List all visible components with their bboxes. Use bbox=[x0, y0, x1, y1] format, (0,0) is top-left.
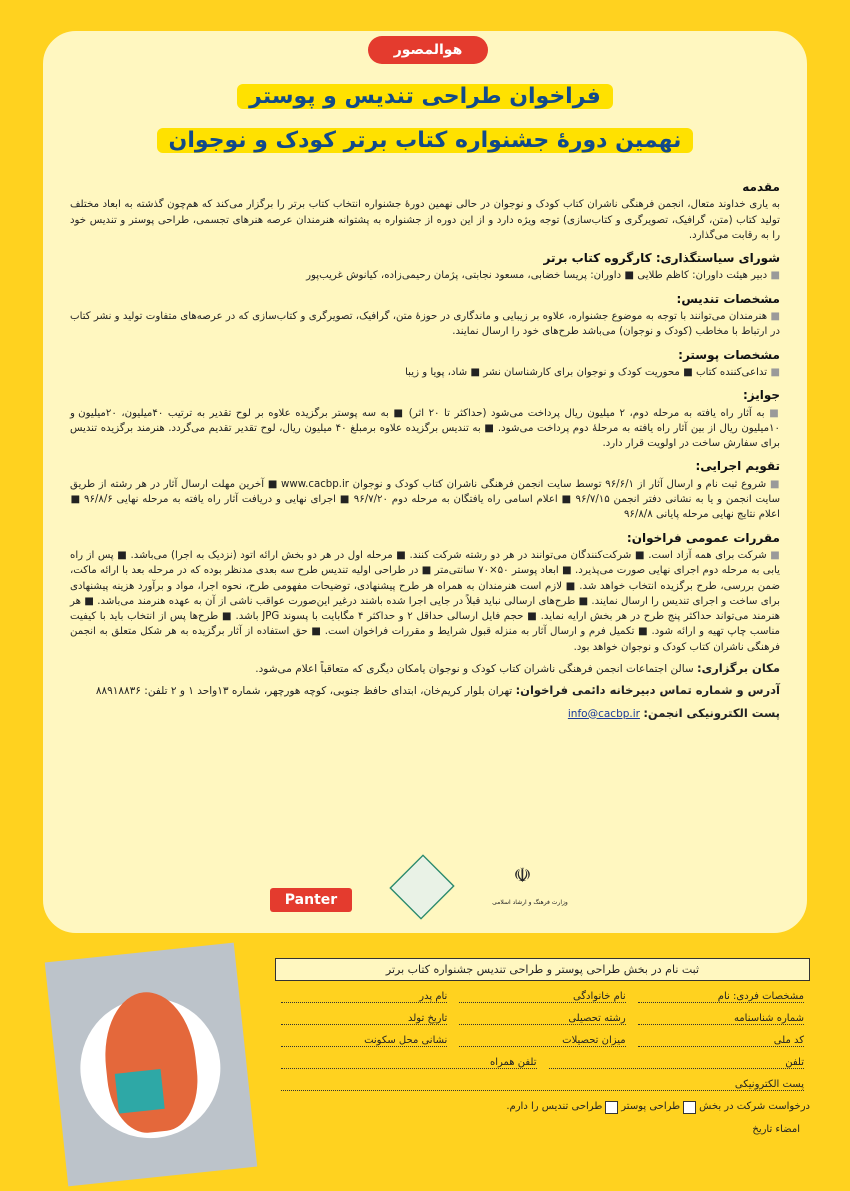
main-title-text: فراخوان طراحی تندیس و پوستر bbox=[237, 84, 613, 109]
poster-heading: مشخصات پوستر: bbox=[678, 347, 780, 362]
national-code-field[interactable]: کد ملی bbox=[638, 1035, 804, 1047]
registration-form bbox=[275, 958, 810, 1145]
email-line bbox=[70, 706, 780, 722]
intro-text: به یاری خداوند متعال، انجمن فرهنگی ناشران کتاب کودک و نوجوان در حالی نهمین دورهٔ جشنواره انتخاب کتاب برتر را برگزار می‌کند که هم‌چون گذشته به ابعاد مختلف تولید کتاب (متن، گرافیک، تصویرگری و کتاب‌سازی) توجه ویژه دارد و از این دوره از جشنواره به پشتوانه هنرمندان عرصه هنرهای تجسمی، طراحی پوستر و تندیس خود را به رقابت می‌گذارد. bbox=[70, 199, 780, 241]
header-tab: هوالمصور bbox=[368, 36, 488, 64]
ministry-emblem-icon: ☫ bbox=[513, 863, 532, 887]
poster-text: ■ تداعی‌کننده کتاب ■ محوریت کودک و نوجوان برای کارشناسان نشر ■ شاد، پویا و زیبا bbox=[70, 365, 780, 380]
address-label: آدرس و شماره تماس دبیرخانه دائمی فراخوان: bbox=[515, 683, 780, 698]
poster-option-label: طراحی پوستر bbox=[621, 1101, 681, 1112]
ministry-logo-text: وزارت فرهنگ و ارشاد اسلامی bbox=[492, 899, 568, 906]
prizes-text: ■ به آثار راه یافته به مرحله دوم، ۲ میلیون ریال پرداخت می‌شود (حداکثر تا ۲۰ اثر) ■ به سه پوستر برگزیده علاوه بر لوح تقدیر به ترتیب ۴۰میلیون، ۲۰میلیون و ۱۰میلیون ریال از بین آثار راه یافته به مرحلهٔ دوم پرداخت می‌شود. ■ به تندیس برگزیده علاوه برمبلغ ۴۰ میلیون ریال، لوح تقدیر تقدیم می‌گردد. هنرمند برگزیده تندیس برای سفارش ساخت در اولویت قرار دارد. bbox=[70, 406, 780, 452]
form-row-2 bbox=[275, 1013, 810, 1025]
venue-label: مکان برگزاری: bbox=[697, 661, 780, 676]
sub-title-text: نهمین دورهٔ جشنواره کتاب برتر کودک و نوجوان bbox=[157, 128, 694, 153]
schedule-heading: تقویم اجرایی: bbox=[695, 459, 780, 474]
id-number-field[interactable]: شماره شناسنامه bbox=[638, 1013, 804, 1025]
education-field[interactable]: میزان تحصیلات bbox=[459, 1035, 625, 1047]
form-row-7 bbox=[275, 1124, 810, 1135]
birth-date-field[interactable]: تاریخ تولد bbox=[281, 1013, 447, 1025]
sub-title bbox=[0, 128, 850, 153]
request-label: درخواست شرکت در بخش bbox=[699, 1101, 810, 1112]
phone-field[interactable]: تلفن bbox=[549, 1057, 805, 1069]
fox-illustration bbox=[45, 943, 257, 1187]
form-row-3 bbox=[275, 1035, 810, 1047]
council-heading: شورای سیاستگذاری: کارگروه کتاب برتر bbox=[543, 251, 780, 266]
logos-row bbox=[270, 853, 570, 923]
panter-logo: Panter bbox=[270, 888, 352, 912]
address-text: تهران بلوار کریم‌خان، ابتدای حافظ جنوبی، کوچه هورچهر، شماره ۱۳واحد ۱ و ۲ تلفن: ۸۸۹۱۸۸۳۶ bbox=[95, 685, 513, 698]
prizes-heading: جوایز: bbox=[742, 388, 780, 403]
address-line bbox=[70, 683, 780, 699]
last-name-field[interactable]: نام خانوادگی bbox=[459, 991, 625, 1003]
email-field[interactable]: پست الکترونیکی bbox=[281, 1079, 804, 1091]
association-logo bbox=[389, 854, 454, 919]
body-content bbox=[70, 172, 780, 722]
form-header: ثبت نام در بخش طراحی پوستر و طراحی تندیس جشنواره کتاب برتر bbox=[275, 958, 810, 981]
form-row-1 bbox=[275, 991, 810, 1003]
major-field[interactable]: رشته تحصیلی bbox=[459, 1013, 625, 1025]
council-text: ■ دبیر هیئت داوران: کاظم طلایی ■ داوران: پریسا خضابی، مسعود نجابتی، پژمان رحیمی‌زاده، کیانوش غریب‌پور bbox=[70, 268, 780, 283]
form-row-5 bbox=[275, 1079, 810, 1091]
statue-option-label: طراحی تندیس را دارم. bbox=[506, 1101, 603, 1112]
statue-text: ■ هنرمندان می‌توانند با توجه به موضوع جشنواره، علاوه بر زیبایی و ماندگاری در حوزهٔ متن، گرافیک، تصویرگری و کتاب‌سازی که در عرصه‌های متفاوت تولید و نشر کتاب در ارتباط با مخاطب (کودک و نوجوان) می‌باشد طرح‌های خود را ارسال نمایند. bbox=[70, 309, 780, 340]
book-icon bbox=[115, 1069, 165, 1114]
father-name-field[interactable]: نام پدر bbox=[281, 991, 447, 1003]
main-title bbox=[0, 84, 850, 109]
first-name-field[interactable]: مشخصات فردی: نام bbox=[638, 991, 804, 1003]
email-label: پست الکترونیکی انجمن: bbox=[643, 705, 780, 720]
intro-heading: مقدمه bbox=[742, 180, 780, 194]
venue-text: سالن اجتماعات انجمن فرهنگی ناشران کتاب کودک و نوجوان یامکان دیگری که متعاقباً اعلام می‌شود. bbox=[255, 663, 694, 676]
venue-line bbox=[70, 661, 780, 677]
mobile-field[interactable]: تلفن همراه bbox=[281, 1057, 537, 1069]
statue-heading: مشخصات تندیس: bbox=[676, 291, 780, 306]
rules-text: ■ شرکت برای همه آزاد است. ■ شرکت‌کنندگان می‌توانند در هر دو رشته شرکت کنند. ■ مرحله اول در هر دو بخش ارائه اتود (نزدیک به اجرا) می‌باشد. ■ پس از راه یابی به مرحله دوم اجرای نهایی صورت می‌پذیرد. ■ ابعاد پوستر ۵۰×۷۰ سانتی‌متر ■ در طراحی اولیه تندیس طرح سه بعدی مدنظر بوده که در مرحله بعد با ارائه ماکت، ضمن بررسی، طرح برگزیده انتخاب خواهد شد. ■ لازم است هنرمندان به همراه هر طرح پیشنهادی، توضیحات مفهومی طرح، نحوه اجرا، مواد و برآورد هزینه پیشنهادی برای ساخت و اجرای تندیس را ارسال نمایند. ■ طرح‌های ارسالی نباید قبلاً در جایی اجرا شده باشند درغیر این‌صورت عواقب ناشی از آن به عهده هنرمند می‌باشد. ■ هر هنرمند می‌تواند حداکثر پنج طرح در هر بخش ارایه نماید. ■ حجم فایل ارسالی حداقل ۲ و حداکثر ۴ مگابایت با پسوند JPG باشد. ■ طرح‌ها پس از انتخاب باید با کیفیت مناسب چاپ تهیه و ارائه شود. ■ تکمیل فرم و ارسال آثار به منزله قبول شرایط و مقررات فراخوان است. ■ حق استفاده از آثار برگزیده به هر شکل متعلق به انجمن فرهنگی ناشران کتاب کودک و نوجوان خواهد بود. bbox=[70, 548, 780, 655]
statue-checkbox[interactable] bbox=[605, 1101, 618, 1114]
poster-checkbox[interactable] bbox=[683, 1101, 696, 1114]
schedule-text: ■ شروع ثبت نام و ارسال آثار از ۹۶/۶/۱ توسط سایت انجمن فرهنگی ناشران کتاب کودک و نوجوان www.cacbp.ir ■ آخرین مهلت ارسال آثار در هر رشته از طریق سایت انجمن و یا به نشانی دفتر انجمن ۹۶/۷/۱۵ ■ اعلام اسامی راه یافتگان به مرحله دوم ۹۶/۷/۲۰ ■ اجرای نهایی و دریافت آثار راه یافته به مرحله نهایی ۹۶/۸/۶ ■ اعلام نتایج نهایی مرحله پایانی ۹۶/۸/۸ bbox=[70, 477, 780, 523]
rules-heading: مقررات عمومی فراخوان: bbox=[626, 530, 780, 545]
form-row-6 bbox=[275, 1101, 810, 1114]
address-field[interactable]: نشانی محل سکونت bbox=[281, 1035, 447, 1047]
signature-field[interactable]: امضاء تاریخ bbox=[752, 1124, 800, 1135]
form-row-4 bbox=[275, 1057, 810, 1069]
email-link[interactable]: info@cacbp.ir bbox=[567, 707, 640, 720]
